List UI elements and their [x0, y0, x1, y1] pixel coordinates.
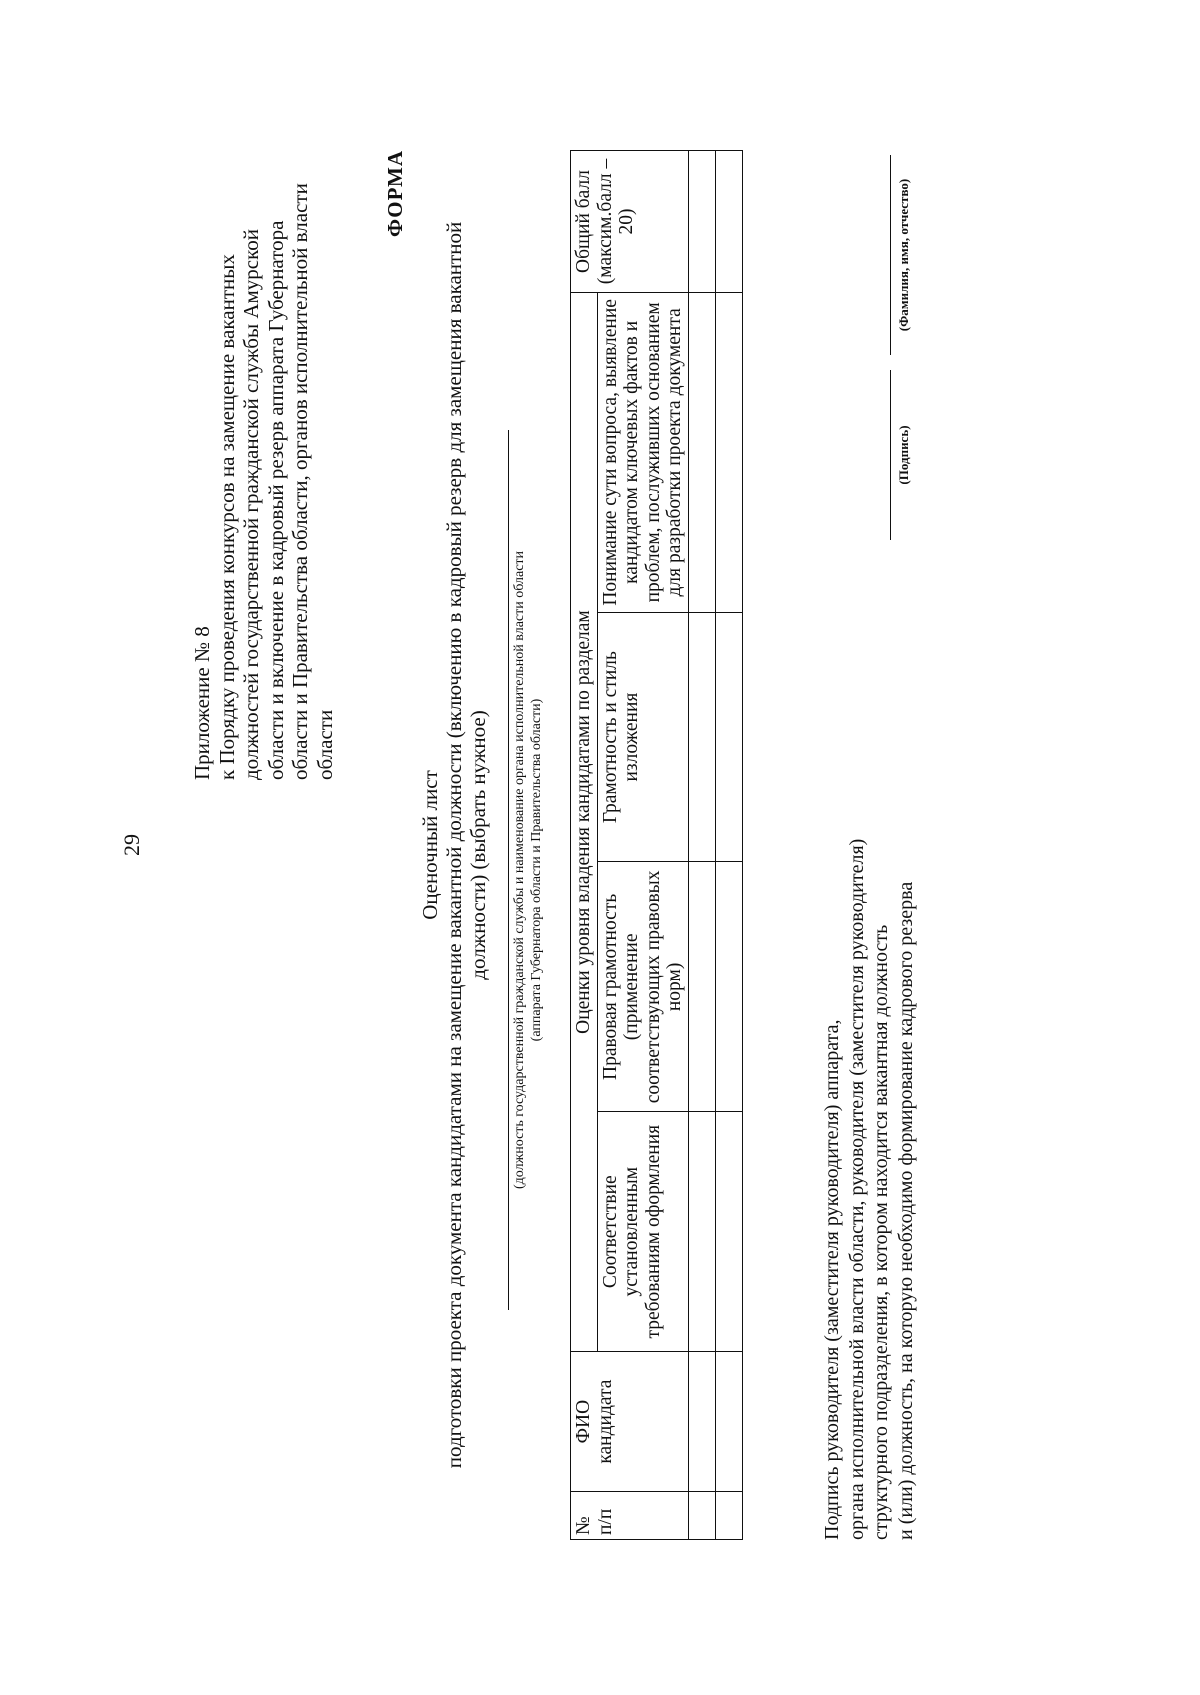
table-cell[interactable]: [715, 151, 742, 293]
signature-instructions: [820, 540, 918, 1540]
header-group-scores: Оценки уровня владения кандидатами по разделам: [571, 293, 598, 1352]
footer-line: органа исполнительной власти области, руководителя (заместителя руководителя): [845, 838, 868, 1540]
title-line: должности) (выбрать нужное): [466, 710, 490, 980]
page-number: 29: [119, 834, 144, 856]
table-row: [715, 151, 742, 1540]
form-label: ФОРМА: [383, 150, 407, 238]
title-line: Оценочный лист: [418, 770, 442, 920]
footer-line: и (или) должность, на которую необходимо формирование кадрового резерва: [894, 881, 917, 1540]
org-caption-line: (аппарата Губернатора области и Правительства области): [529, 698, 544, 1042]
table-cell[interactable]: [688, 151, 715, 293]
table-cell[interactable]: [715, 293, 742, 613]
table-cell[interactable]: [715, 612, 742, 862]
table-cell[interactable]: [688, 293, 715, 613]
title-line: подготовки проекта документа кандидатами на замещение вакантной должности (включению в кадровый резерв для замещения вакантной: [442, 221, 466, 1469]
appendix-line: должностей государственной гражданской службы Амурской: [239, 229, 263, 780]
table-row: [688, 151, 715, 1540]
rotated-content: [120, 150, 980, 1540]
footer-line: структурного подразделения, в котором находится вакантная должность: [870, 924, 892, 1540]
table-cell[interactable]: [688, 1352, 715, 1492]
header-formatting: Соответствие установленным требованиям оформления: [597, 1112, 688, 1352]
table-cell[interactable]: [688, 862, 715, 1112]
org-fill-line: [508, 430, 509, 1310]
document-title: [418, 150, 490, 1540]
header-fio: ФИО кандидата: [571, 1352, 689, 1492]
appendix-line: к Порядку проведения конкурсов на замещение вакантных: [214, 254, 239, 780]
header-total: Общий балл (максим.балл – 20): [571, 151, 689, 293]
appendix-line: Приложение № 8: [190, 626, 214, 780]
appendix-line: области: [312, 709, 337, 780]
header-legal-literacy: Правовая грамотность (применение соответствующих правовых норм): [597, 862, 688, 1112]
org-caption-line: (должность государственной гражданской службы и наименование органа исполнительной власти области: [512, 550, 527, 1190]
table-cell[interactable]: [688, 612, 715, 862]
table-cell[interactable]: [688, 1492, 715, 1540]
table-cell[interactable]: [715, 1352, 742, 1492]
signature-label: (Подпись): [896, 425, 911, 485]
header-number: № п/п: [571, 1492, 689, 1540]
name-label: (Фамилия, имя, отчество): [896, 178, 911, 332]
table-cell[interactable]: [688, 1112, 715, 1352]
header-writing-style: Грамотность и стиль изложения: [597, 612, 688, 862]
appendix-header: [190, 150, 337, 780]
signature-line[interactable]: [890, 370, 891, 540]
table-subheader-row: [597, 151, 688, 1540]
evaluation-table: [570, 150, 743, 1540]
table-cell[interactable]: [715, 862, 742, 1112]
table-cell[interactable]: [715, 1112, 742, 1352]
name-line[interactable]: [890, 155, 891, 355]
footer-line: Подпись руководителя (заместителя руководителя) аппарата,: [821, 1019, 843, 1540]
table-header-row: [571, 151, 598, 1540]
header-understanding: Понимание сути вопроса, выявление кандидатом ключевых фактов и проблем, послуживших основанием для разработки проекта документа: [597, 293, 688, 613]
appendix-line: области и Правительства области, органов исполнительной власти: [288, 183, 312, 780]
table-cell[interactable]: [715, 1492, 742, 1540]
org-caption: [508, 430, 545, 1310]
appendix-line: области и включение в кадровый резерв аппарата Губернатора: [263, 220, 288, 780]
